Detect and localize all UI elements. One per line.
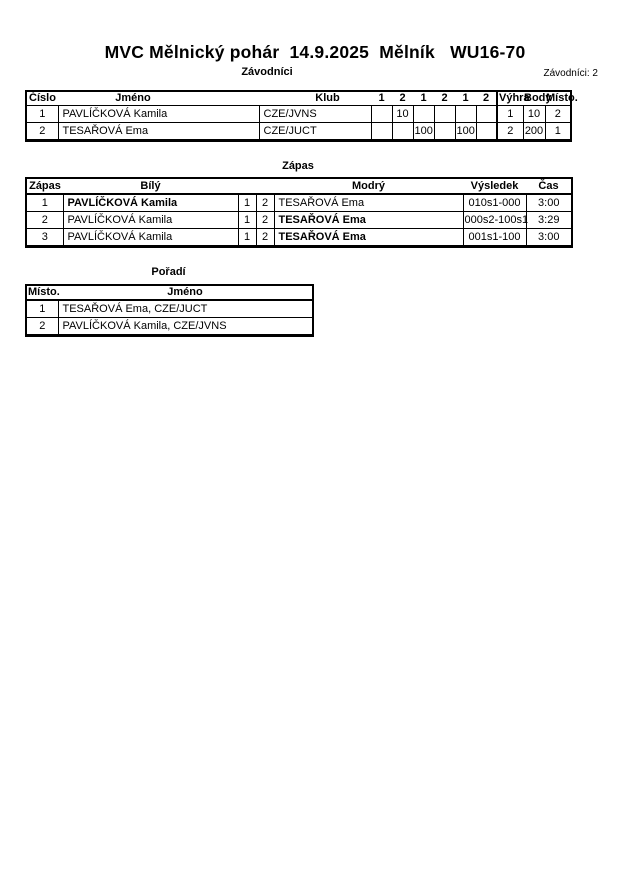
competitor-number: 2 bbox=[26, 123, 58, 141]
standings-section-title: Pořadí bbox=[151, 266, 186, 278]
competitors-section-title: Závodníci bbox=[241, 66, 293, 78]
score-cell bbox=[371, 123, 392, 141]
col-header-match: Zápas bbox=[26, 178, 63, 194]
score-cell bbox=[476, 106, 497, 123]
match-blue-name: TESAŘOVÁ Ema bbox=[274, 212, 463, 229]
competitor-row bbox=[26, 106, 571, 123]
competitor-name: TESAŘOVÁ Ema bbox=[58, 123, 259, 141]
match-blue-name: TESAŘOVÁ Ema bbox=[274, 229, 463, 247]
matches-section-title: Zápas bbox=[282, 160, 314, 172]
col-header-place: Místo. bbox=[28, 286, 60, 299]
competitor-place: 2 bbox=[545, 106, 571, 123]
score-cell bbox=[413, 106, 434, 123]
competitor-wins: 1 bbox=[497, 106, 523, 123]
match-number: 2 bbox=[26, 212, 63, 229]
match-white-num: 1 bbox=[238, 212, 256, 229]
standings-header-row bbox=[26, 285, 313, 300]
match-blue-name: TESAŘOVÁ Ema bbox=[274, 194, 463, 212]
match-white-num: 1 bbox=[238, 229, 256, 247]
col-header-place: Místo. bbox=[546, 92, 578, 105]
match-number: 3 bbox=[26, 229, 63, 247]
match-white-num: 1 bbox=[238, 194, 256, 212]
standing-name: PAVLÍČKOVÁ Kamila, CZE/JVNS bbox=[58, 318, 313, 336]
standings-table bbox=[25, 284, 314, 337]
competitor-points: 10 bbox=[523, 106, 545, 123]
match-result: 001s1-100 bbox=[463, 229, 526, 247]
competitor-points: 200 bbox=[523, 123, 545, 141]
competitors-header-row bbox=[26, 91, 571, 106]
score-cell: 10 bbox=[392, 106, 413, 123]
score-cell bbox=[371, 106, 392, 123]
match-blue-num: 2 bbox=[256, 229, 274, 247]
score-cell bbox=[476, 123, 497, 141]
standing-name: TESAŘOVÁ Ema, CZE/JUCT bbox=[58, 300, 313, 318]
col-header-corner-2 bbox=[256, 178, 274, 194]
competitor-wins: 2 bbox=[497, 123, 523, 141]
col-header-score-4: 2 bbox=[434, 91, 455, 106]
col-header-score-1: 1 bbox=[371, 91, 392, 106]
col-header-club: Klub bbox=[259, 91, 371, 106]
col-header-blue: Modrý bbox=[274, 178, 463, 194]
competitor-club: CZE/JVNS bbox=[259, 106, 371, 123]
score-cell bbox=[455, 106, 476, 123]
matches-table bbox=[25, 177, 573, 248]
match-row bbox=[26, 229, 572, 247]
match-blue-num: 2 bbox=[256, 194, 274, 212]
match-row bbox=[26, 194, 572, 212]
standing-place: 2 bbox=[26, 318, 58, 336]
col-header-name: Jméno bbox=[58, 91, 259, 106]
standing-row bbox=[26, 300, 313, 318]
standing-place: 1 bbox=[26, 300, 58, 318]
col-header-time: Čas bbox=[526, 178, 572, 194]
col-header-number: Číslo bbox=[26, 91, 58, 106]
competitor-number: 1 bbox=[26, 106, 58, 123]
standing-row bbox=[26, 318, 313, 336]
competitors-table bbox=[25, 90, 578, 142]
col-header-score-3: 1 bbox=[413, 91, 434, 106]
score-cell: 100 bbox=[413, 123, 434, 141]
col-header-wins: Výhra bbox=[499, 92, 530, 105]
col-header-corner-1 bbox=[238, 178, 256, 194]
score-cell bbox=[434, 106, 455, 123]
match-white-name: PAVLÍČKOVÁ Kamila bbox=[63, 229, 238, 247]
page-title: MVC Mělnický pohár 14.9.2025 Mělník WU16-70 bbox=[104, 42, 526, 62]
col-header-white: Bílý bbox=[63, 178, 238, 194]
score-cell bbox=[392, 123, 413, 141]
match-number: 1 bbox=[26, 194, 63, 212]
competitor-club: CZE/JUCT bbox=[259, 123, 371, 141]
match-white-name: PAVLÍČKOVÁ Kamila bbox=[63, 194, 238, 212]
match-white-name: PAVLÍČKOVÁ Kamila bbox=[63, 212, 238, 229]
col-header-result: Výsledek bbox=[463, 178, 526, 194]
competitor-row bbox=[26, 123, 571, 141]
match-result: 000s2-100s1 bbox=[463, 212, 526, 229]
col-header-score-2: 2 bbox=[392, 91, 413, 106]
col-header-points: Body bbox=[524, 92, 552, 105]
score-cell bbox=[434, 123, 455, 141]
match-time: 3:00 bbox=[526, 194, 572, 212]
col-header-score-6: 2 bbox=[476, 91, 497, 106]
match-result: 010s1-000 bbox=[463, 194, 526, 212]
competitor-place: 1 bbox=[545, 123, 571, 141]
match-blue-num: 2 bbox=[256, 212, 274, 229]
col-header-score-5: 1 bbox=[455, 91, 476, 106]
competitor-name: PAVLÍČKOVÁ Kamila bbox=[58, 106, 259, 123]
score-cell: 100 bbox=[455, 123, 476, 141]
match-time: 3:00 bbox=[526, 229, 572, 247]
match-time: 3:29 bbox=[526, 212, 572, 229]
competitors-count: Závodníci: 2 bbox=[543, 68, 598, 79]
col-header-name: Jméno bbox=[58, 285, 313, 300]
matches-header-row bbox=[26, 178, 572, 194]
match-row bbox=[26, 212, 572, 229]
